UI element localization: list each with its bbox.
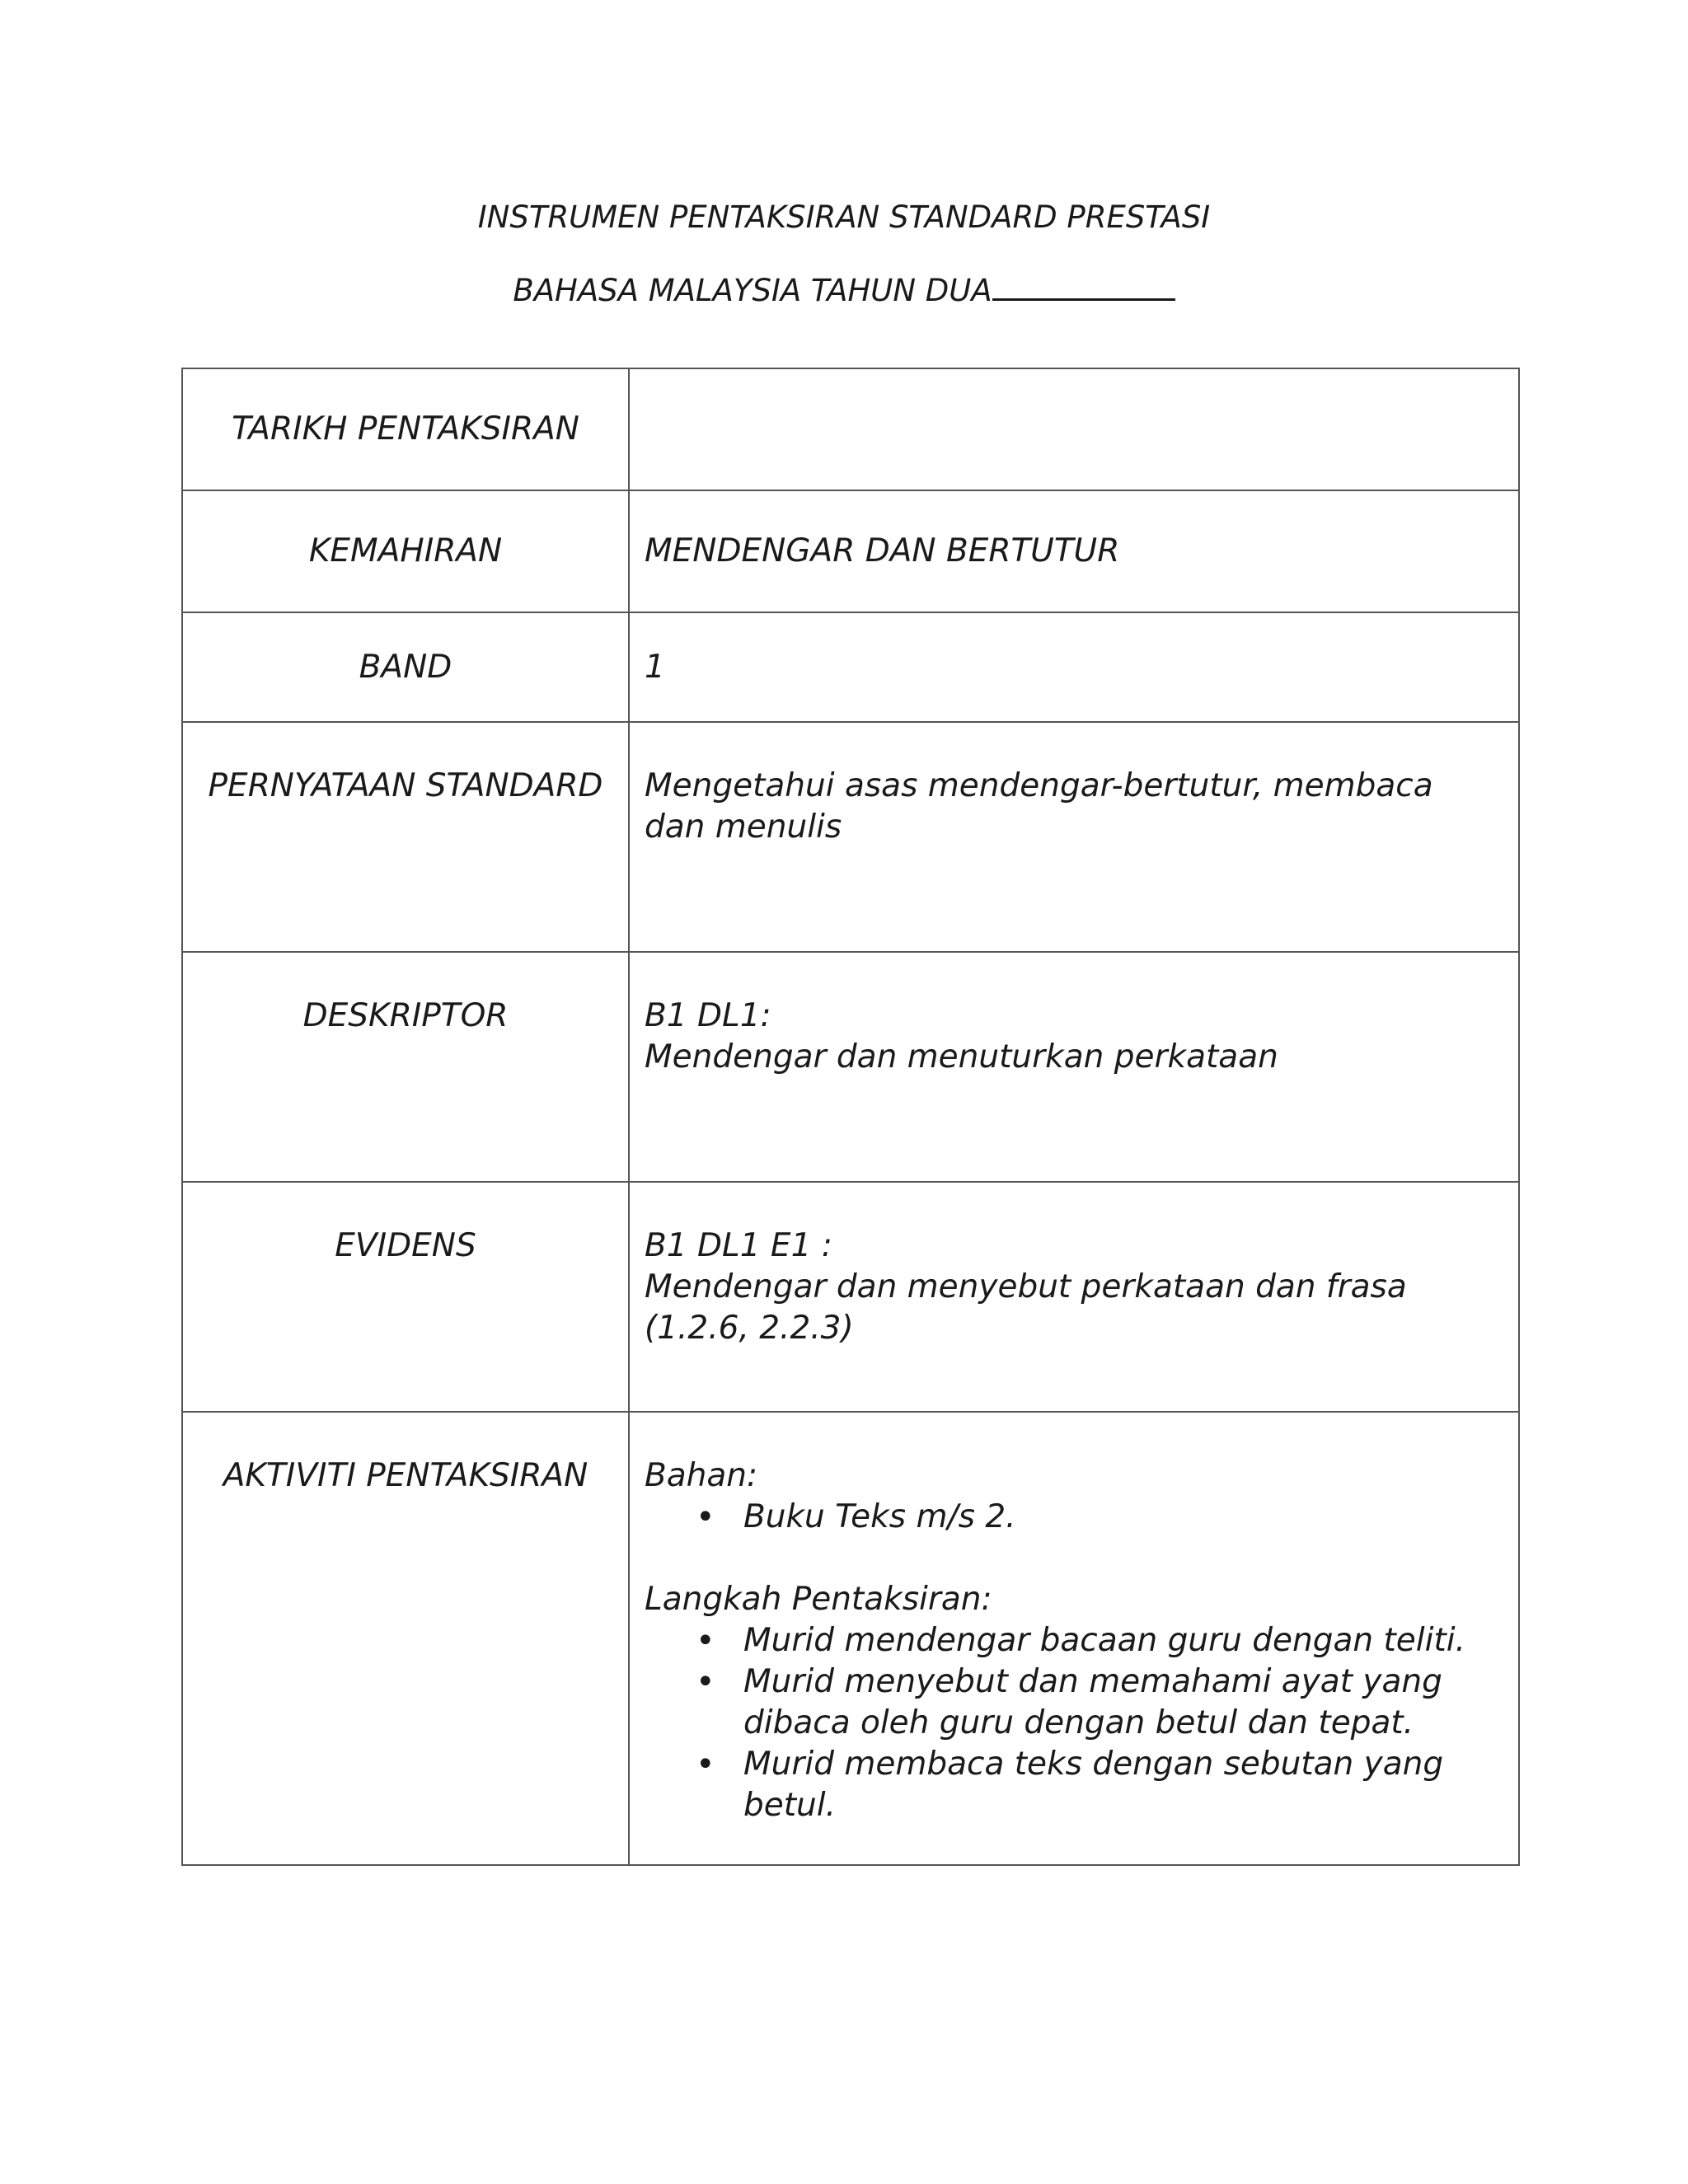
pernyataan-line-1: Mengetahui asas mendengar-bertutur, membaca xyxy=(645,767,1433,804)
document-subtitle xyxy=(0,272,1688,308)
subtitle-text: BAHASA MALAYSIA TAHUN DUA xyxy=(513,273,992,308)
document-title: INSTRUMEN PENTAKSIRAN STANDARD PRESTASI xyxy=(477,199,1211,235)
value-aktiviti-pentaksiran xyxy=(629,1412,1519,1865)
label-pernyataan-standard: PERNYATAAN STANDARD xyxy=(182,722,629,952)
value-tarikh[interactable] xyxy=(629,368,1519,490)
evidens-reference: (1.2.6, 2.2.3) xyxy=(645,1310,854,1347)
langkah-list xyxy=(645,1620,1502,1826)
evidens-code: B1 DL1 E1 : xyxy=(645,1227,832,1264)
label-aktiviti-pentaksiran: AKTIVITI PENTAKSIRAN xyxy=(182,1412,629,1865)
bahan-list xyxy=(645,1497,1502,1538)
langkah-item: • Murid menyebut dan memahami ayat yang dibaca oleh guru dengan betul dan tepat. xyxy=(743,1661,1502,1744)
label-kemahiran: KEMAHIRAN xyxy=(182,490,629,612)
value-band: 1 xyxy=(629,612,1519,722)
evidens-text: Mendengar dan menyebut perkataan dan frasa xyxy=(645,1268,1407,1305)
value-pernyataan-standard xyxy=(629,722,1519,952)
value-evidens xyxy=(629,1182,1519,1412)
row-aktiviti-pentaksiran xyxy=(182,1412,1519,1865)
label-band: BAND xyxy=(182,612,629,722)
value-deskriptor xyxy=(629,952,1519,1182)
subtitle-blank-line[interactable] xyxy=(992,272,1175,301)
deskriptor-text: Mendengar dan menuturkan perkataan xyxy=(645,1038,1278,1076)
langkah-item: • Murid membaca teks dengan sebutan yang betul. xyxy=(743,1744,1502,1826)
value-kemahiran: MENDENGAR DAN BERTUTUR xyxy=(629,490,1519,612)
row-tarikh xyxy=(182,368,1519,490)
langkah-heading: Langkah Pentaksiran: xyxy=(645,1581,992,1618)
label-deskriptor: DESKRIPTOR xyxy=(182,952,629,1182)
bahan-item: • Buku Teks m/s 2. xyxy=(743,1497,1502,1538)
row-evidens xyxy=(182,1182,1519,1412)
pernyataan-line-2: dan menulis xyxy=(645,808,842,846)
row-deskriptor xyxy=(182,952,1519,1182)
label-tarikh: TARIKH PENTAKSIRAN xyxy=(182,368,629,490)
bahan-heading: Bahan: xyxy=(645,1457,758,1494)
deskriptor-code: B1 DL1: xyxy=(645,997,771,1034)
langkah-item: • Murid mendengar bacaan guru dengan teliti. xyxy=(743,1620,1502,1661)
assessment-table xyxy=(181,368,1520,1866)
label-evidens: EVIDENS xyxy=(182,1182,629,1412)
row-kemahiran xyxy=(182,490,1519,612)
row-band xyxy=(182,612,1519,722)
row-pernyataan-standard xyxy=(182,722,1519,952)
